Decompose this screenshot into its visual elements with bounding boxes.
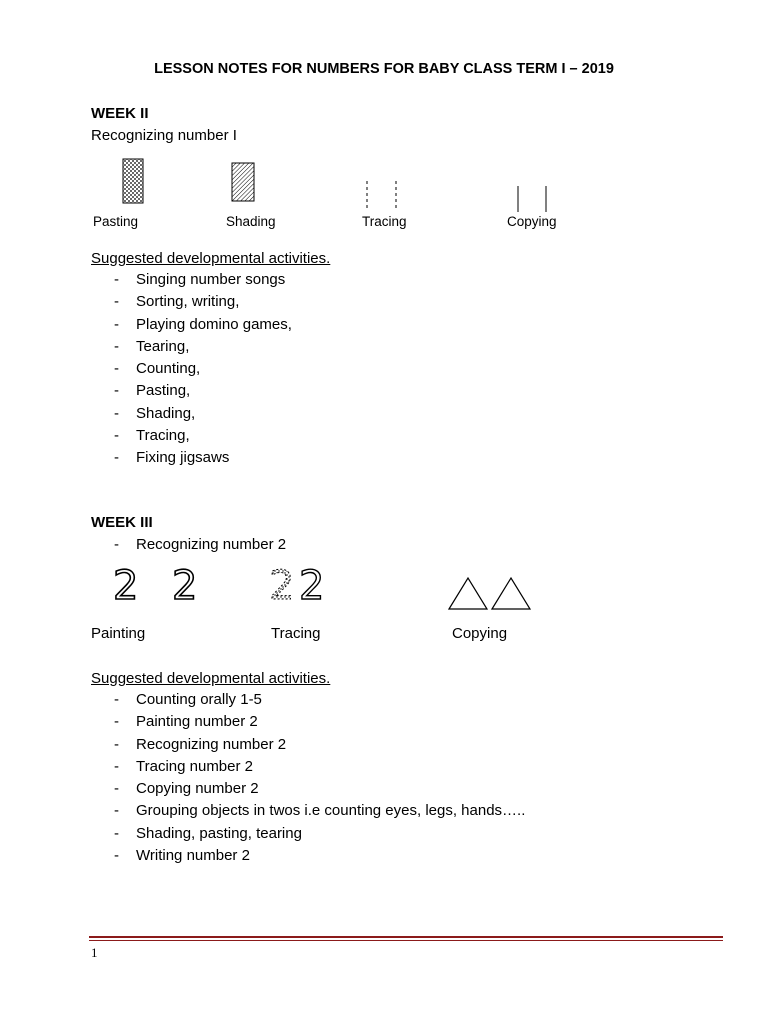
painting-digit-1: 2 [113,563,139,609]
week-3-activities-heading: Suggested developmental activities. [91,670,331,687]
list-item: - Tracing number 2 [114,757,253,775]
caption-tracing: Tracing [362,214,407,229]
painting-digit-2: 2 [172,563,198,609]
list-item: - Playing domino games, [114,315,292,333]
week-2-activities-heading: Suggested developmental activities. [91,250,331,267]
list-item: - Singing number songs [114,271,286,288]
caption-copying-2: Copying [452,625,508,642]
page-number: 1 [91,945,98,960]
caption-tracing-2: Tracing [271,625,321,642]
list-item: - Tracing, [114,427,190,445]
list-item: - Recognizing number 2 [114,735,287,753]
list-item: - Tearing, [114,337,190,355]
caption-copying: Copying [507,214,557,229]
footer-rule-bottom [89,940,723,941]
week-2-topic: Recognizing number I [91,127,237,144]
list-item: - Sorting, writing, [114,293,240,311]
list-item: - Pasting, [114,382,191,400]
copying-triangle-2 [492,578,530,609]
list-item: - Counting orally 1-5 [114,691,262,708]
tracing-digit-2: 2 [299,563,325,609]
list-item: - Shading, [114,404,196,422]
caption-pasting: Pasting [93,214,139,229]
list-item: - Grouping objects in twos i.e counting eyes, legs, hands….. [114,802,526,820]
list-item: - Shading, pasting, tearing [114,824,302,842]
footer-rule-top [89,936,723,938]
week-2-heading: WEEK II [91,105,149,122]
tracing-digit-1: 2 [269,563,295,609]
list-item: - Writing number 2 [114,847,250,865]
list-item: - Counting, [114,360,201,378]
week-3-heading: WEEK III [91,514,153,531]
list-item: - Copying number 2 [114,780,259,798]
list-item: - Painting number 2 [114,713,258,731]
list-item: - Recognizing number 2 [114,536,287,553]
list-item: - Fixing jigsaws [114,449,230,467]
page-title: LESSON NOTES FOR NUMBERS FOR BABY CLASS TERM I – 2019 [154,61,614,77]
week-3-activities-list [114,689,525,867]
copying-triangle-1 [449,578,487,609]
caption-shading: Shading [226,214,276,229]
caption-painting: Painting [91,625,146,642]
